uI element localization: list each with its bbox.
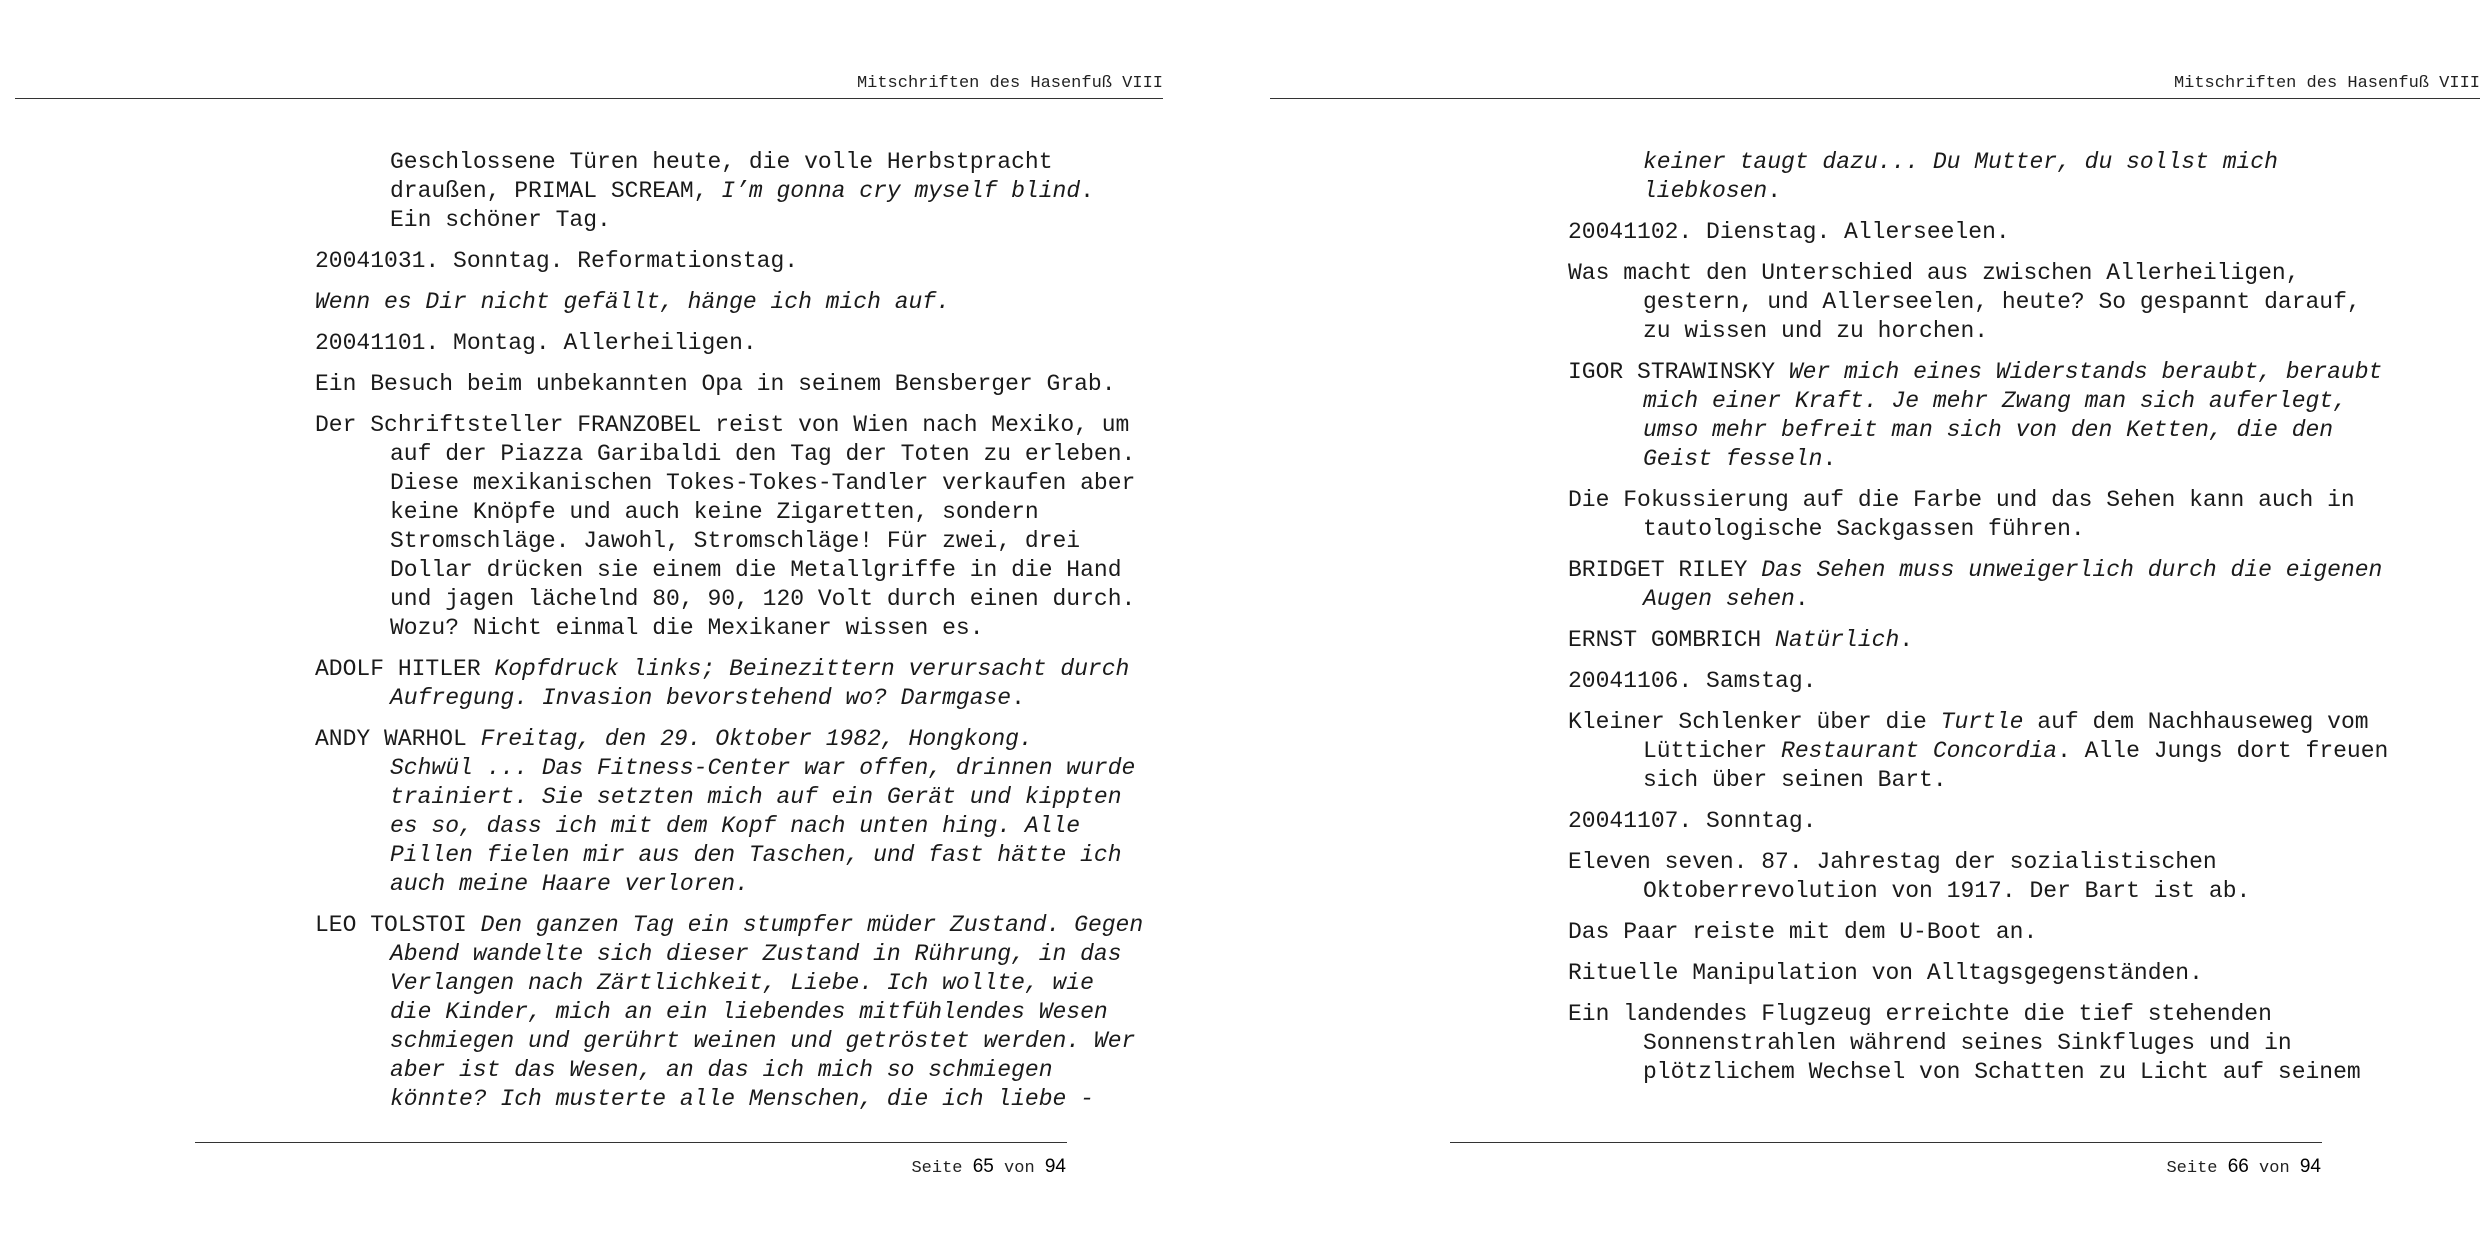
paragraph [1568, 486, 2468, 544]
paragraph [315, 655, 1175, 713]
italic-text-run: Turtle [1940, 709, 2024, 735]
italic-text-run: Den ganzen Tag ein stumpfer müder Zustand. Gegen Abend wandelte sich dieser Zustand in Rührung, in das Verlangen nach Zärtlichkeit, Liebe. Ich wollte, wie die Kinder, mich an ein liebendes mitfühlendes Wesen schmiegen und gerührt weinen und getröstet werden. Wer aber ist das Wesen, an das ich mich so schmiegen könnte? Ich musterte alle Menschen, die ich liebe - [390, 912, 1144, 1112]
text-run: Die Fokussierung auf die Farbe und das Sehen kann auch in tautologische Sackgassen führen. [1568, 487, 2355, 542]
text-run: Der Schriftsteller FRANZOBEL reist von Wien nach Mexiko, um auf der Piazza Garibaldi den Tag der Toten zu erleben. Diese mexikanischen Tokes-Tokes-Tandler verkaufen aber keine Knöpfe und auch keine Zigaretten, sondern Stromschläge. Jawohl, Stromschläge! Für zwei, drei Dollar drücken sie einem die Metallgriffe in die Hand und jagen lächelnd 80, 90, 120 Volt durch einen durch. Wozu? Nicht einmal die Mexikaner wissen es. [315, 412, 1136, 641]
text-run: 20041031. Sonntag. Reformationstag. [315, 248, 799, 274]
text-run: Geschlossene Türen heute, die volle Herbstpracht draußen, PRIMAL SCREAM, [390, 149, 1053, 204]
header-rule [1270, 98, 2480, 99]
page-body [315, 148, 1175, 1126]
text-run: ERNST GOMBRICH [1568, 627, 1776, 653]
italic-text-run: Restaurant Concordia [1781, 738, 2058, 764]
footer-rule [1450, 1142, 2322, 1143]
text-run: Ein landendes Flugzeug erreichte die tief stehenden Sonnenstrahlen während seines Sinkfluges und in plötzlichem Wechsel von Schatten zu Licht auf seinem [1568, 1001, 2361, 1085]
text-run: BRIDGET RILEY [1568, 557, 1762, 583]
page-number: 66 [2227, 1156, 2249, 1177]
page-body [1568, 148, 2468, 1099]
text-run: Kleiner Schlenker über die [1568, 709, 1941, 735]
text-run: 20041106. Samstag. [1568, 668, 1817, 694]
text-run: auf dem Nachhauseweg vom Lütticher [1643, 709, 2369, 764]
paragraph [1568, 556, 2468, 614]
text-run: Das Paar reiste mit dem U-Boot an. [1568, 919, 2038, 945]
total-pages: 94 [1044, 1156, 1066, 1177]
page-header-title: Mitschriften des Hasenfuß VIII [2173, 74, 2480, 93]
text-run: 20041101. Montag. Allerheiligen. [315, 330, 757, 356]
text-run: . [1899, 627, 1914, 653]
text-run: Rituelle Manipulation von Alltagsgegenständen. [1568, 960, 2203, 986]
header-rule [15, 98, 1163, 99]
text-run: . Alle Jungs dort freuen sich über seinen Bart. [1643, 738, 2389, 793]
italic-text-run: keiner taugt dazu... Du Mutter, du sollst mich liebkosen [1643, 149, 2278, 204]
paragraph [1568, 807, 2468, 836]
italic-text-run: Wer mich eines Widerstands beraubt, beraubt mich einer Kraft. Je mehr Zwang man sich auferlegt, umso mehr befreit man sich von den Ketten, die den Geist fesseln [1643, 359, 2383, 472]
footer-rule [195, 1142, 1067, 1143]
italic-text-run: Wenn es Dir nicht gefällt, hänge ich mich auf. [315, 289, 950, 315]
italic-text-run: Kopfdruck links; Beinezittern verursacht durch Aufregung. Invasion bevorstehend wo? Darmgase [390, 656, 1130, 711]
paragraph [1568, 148, 2468, 206]
paragraph [315, 288, 1175, 317]
paragraph [1568, 1000, 2468, 1087]
paragraph [1568, 667, 2468, 696]
paragraph [1568, 918, 2468, 947]
text-run: ADOLF HITLER [315, 656, 495, 682]
page-footer [911, 1156, 1066, 1178]
text-run: . [1011, 685, 1025, 711]
of-label: von [1004, 1159, 1035, 1178]
text-run: 20041107. Sonntag. [1568, 808, 1817, 834]
page-footer [2166, 1156, 2321, 1178]
text-run: . Ein schöner Tag. [390, 178, 1094, 233]
text-run: Eleven seven. 87. Jahrestag der sozialistischen Oktoberrevolution von 1917. Der Bart ist ab. [1568, 849, 2251, 904]
italic-text-run: I’m gonna cry myself blind [721, 178, 1081, 204]
paragraph [1568, 959, 2468, 988]
paragraph [315, 148, 1175, 235]
text-run: Was macht den Unterschied aus zwischen Allerheiligen, gestern, und Allerseelen, heute? So gespannt darauf, zu wissen und zu horchen. [1568, 260, 2361, 344]
total-pages: 94 [2299, 1156, 2321, 1177]
page-number: 65 [972, 1156, 994, 1177]
page-label: Seite [2166, 1159, 2218, 1178]
italic-text-run: Natürlich [1775, 627, 1900, 653]
italic-text-run: Freitag, den 29. Oktober 1982, Hongkong. Schwül ... Das Fitness-Center war offen, drinnen wurde trainiert. Sie setzten mich auf ein Gerät und kippten es so, dass ich mit dem Kopf nach unten hing. Alle Pillen fielen mir aus den Taschen, und fast hätte ich auch meine Haare verloren. [390, 726, 1136, 897]
paragraph [1568, 358, 2468, 474]
text-run: . [1822, 446, 1837, 472]
text-run: IGOR STRAWINSKY [1568, 359, 1789, 385]
paragraph [315, 247, 1175, 276]
paragraph [315, 329, 1175, 358]
paragraph [1568, 218, 2468, 247]
text-run: Ein Besuch beim unbekannten Opa in seinem Bensberger Grab. [315, 371, 1116, 397]
paragraph [1568, 848, 2468, 906]
text-run: 20041102. Dienstag. Allerseelen. [1568, 219, 2010, 245]
right-page [1255, 0, 2480, 1240]
text-run: . [1767, 178, 1782, 204]
page-label: Seite [911, 1159, 963, 1178]
paragraph [315, 411, 1175, 643]
paragraph [1568, 259, 2468, 346]
paragraph [1568, 626, 2468, 655]
text-run: LEO TOLSTOI [315, 912, 481, 938]
paragraph [315, 911, 1175, 1114]
italic-text-run: Das Sehen muss unweigerlich durch die eigenen Augen sehen [1643, 557, 2383, 612]
paragraph [315, 370, 1175, 399]
text-run: ANDY WARHOL [315, 726, 481, 752]
paragraph [1568, 708, 2468, 795]
of-label: von [2259, 1159, 2290, 1178]
page-header-title: Mitschriften des Hasenfuß VIII [856, 74, 1163, 93]
text-run: . [1794, 586, 1809, 612]
paragraph [315, 725, 1175, 899]
